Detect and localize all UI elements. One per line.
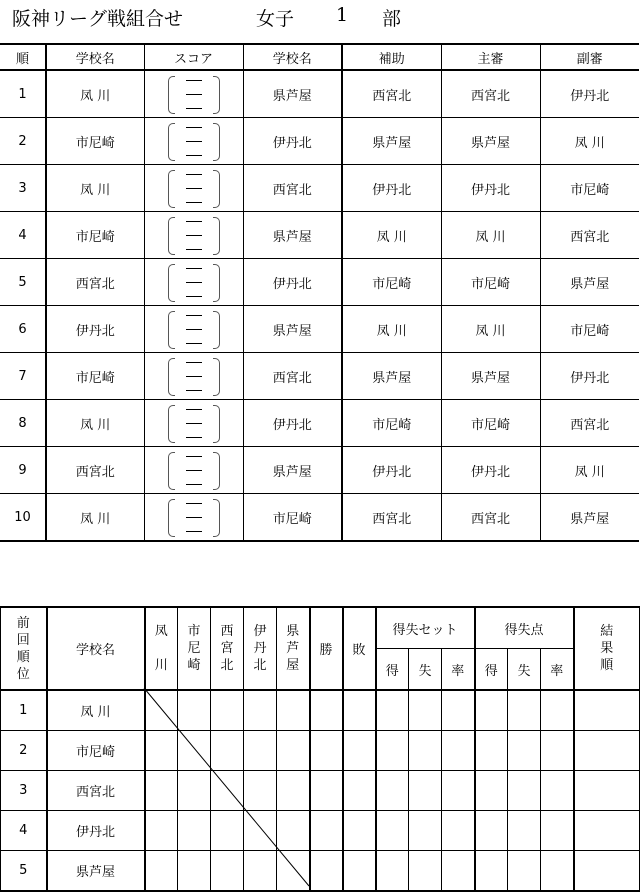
schedule-row bbox=[0, 70, 639, 118]
score-cell[interactable] bbox=[144, 118, 243, 165]
team-b-cell: 西宮北 bbox=[243, 165, 342, 212]
standings-row bbox=[1, 731, 640, 771]
set-lost-cell[interactable] bbox=[409, 731, 442, 771]
match-result-cell[interactable] bbox=[145, 771, 178, 811]
assist-cell: 県芦屋 bbox=[342, 353, 441, 400]
point-lost-header: 失 bbox=[508, 649, 541, 691]
point-lost-cell[interactable] bbox=[508, 690, 541, 731]
team-a-cell: 市尼崎 bbox=[46, 353, 144, 400]
standings-row bbox=[1, 690, 640, 731]
order-cell: 8 bbox=[0, 400, 46, 447]
sub-referee-cell: 伊丹北 bbox=[540, 70, 639, 118]
left-bracket-icon bbox=[168, 170, 175, 208]
match-result-cell[interactable] bbox=[145, 811, 178, 851]
dash-mark bbox=[186, 456, 202, 457]
school-cell: 県芦屋 bbox=[47, 851, 145, 892]
set-lost-cell[interactable] bbox=[409, 771, 442, 811]
prev-rank-header: 前 回 順 位 bbox=[1, 607, 47, 690]
division-gender: 女子 bbox=[256, 8, 295, 30]
score-entry-box[interactable] bbox=[164, 309, 224, 349]
match-result-cell[interactable] bbox=[244, 690, 277, 731]
loss-cell[interactable] bbox=[343, 690, 376, 731]
dash-mark bbox=[186, 249, 202, 250]
left-bracket-icon bbox=[168, 499, 175, 537]
team-a-cell: 凤 川 bbox=[46, 494, 144, 542]
right-bracket-icon bbox=[213, 499, 220, 537]
match-result-cell[interactable] bbox=[178, 811, 211, 851]
school-cell: 市尼崎 bbox=[47, 731, 145, 771]
dash-mark bbox=[186, 437, 202, 438]
dash-mark bbox=[186, 221, 202, 222]
dash-mark bbox=[186, 188, 202, 189]
assist-cell: 凤 川 bbox=[342, 306, 441, 353]
dash-mark bbox=[186, 296, 202, 297]
chief-referee-cell: 伊丹北 bbox=[441, 447, 540, 494]
team-b-cell: 伊丹北 bbox=[243, 400, 342, 447]
right-bracket-icon bbox=[213, 217, 220, 255]
order-cell: 5 bbox=[0, 259, 46, 306]
match-result-cell[interactable] bbox=[145, 851, 178, 892]
standings-row bbox=[1, 851, 640, 892]
set-won-cell[interactable] bbox=[376, 690, 409, 731]
standings-row bbox=[1, 771, 640, 811]
order-cell: 3 bbox=[0, 165, 46, 212]
match-result-cell[interactable] bbox=[244, 771, 277, 811]
order-cell: 2 bbox=[0, 118, 46, 165]
match-result-cell[interactable] bbox=[211, 731, 244, 771]
team-b-cell: 県芦屋 bbox=[243, 70, 342, 118]
score-entry-box[interactable] bbox=[164, 74, 224, 114]
match-result-cell[interactable] bbox=[178, 771, 211, 811]
point-rate-cell[interactable] bbox=[541, 731, 574, 771]
dash-mark bbox=[186, 376, 202, 377]
school-cell: 西宮北 bbox=[47, 771, 145, 811]
chief-referee-cell: 凤 川 bbox=[441, 306, 540, 353]
left-bracket-icon bbox=[168, 358, 175, 396]
right-bracket-icon bbox=[213, 358, 220, 396]
chief-referee-cell: 凤 川 bbox=[441, 212, 540, 259]
score-cell[interactable] bbox=[144, 259, 243, 306]
dash-mark bbox=[186, 517, 202, 518]
division-suffix: 部 bbox=[382, 8, 402, 30]
school-header: 学校名 bbox=[47, 607, 145, 690]
schedule-row bbox=[0, 118, 639, 165]
score-cell[interactable] bbox=[144, 165, 243, 212]
score-entry-box[interactable] bbox=[164, 403, 224, 443]
order-cell: 9 bbox=[0, 447, 46, 494]
order-cell: 10 bbox=[0, 494, 46, 542]
dash-mark bbox=[186, 329, 202, 330]
set-rate-cell[interactable] bbox=[442, 731, 475, 771]
chief-referee-cell: 西宮北 bbox=[441, 70, 540, 118]
match-result-cell[interactable] bbox=[277, 690, 310, 731]
schedule-row bbox=[0, 447, 639, 494]
score-cell[interactable] bbox=[144, 494, 243, 542]
left-bracket-icon bbox=[168, 264, 175, 302]
team-a-cell: 西宮北 bbox=[46, 447, 144, 494]
opponent-header-1: 凤 川 bbox=[145, 607, 178, 690]
set-rate-cell[interactable] bbox=[442, 771, 475, 811]
point-won-cell[interactable] bbox=[475, 811, 508, 851]
match-result-cell[interactable] bbox=[178, 731, 211, 771]
match-result-cell[interactable] bbox=[277, 851, 310, 892]
score-cell[interactable] bbox=[144, 212, 243, 259]
match-result-cell[interactable] bbox=[211, 690, 244, 731]
match-result-cell[interactable] bbox=[145, 731, 178, 771]
sub-referee-cell: 県芦屋 bbox=[540, 259, 639, 306]
point-lost-cell[interactable] bbox=[508, 731, 541, 771]
point-rate-cell[interactable] bbox=[541, 771, 574, 811]
header-assist: 補助 bbox=[342, 44, 441, 70]
schedule-row bbox=[0, 494, 639, 542]
loss-cell[interactable] bbox=[343, 731, 376, 771]
set-diff-header: 得失セット bbox=[376, 607, 475, 649]
team-a-cell: 伊丹北 bbox=[46, 306, 144, 353]
school-cell: 凤 川 bbox=[47, 690, 145, 731]
sub-referee-cell: 県芦屋 bbox=[540, 494, 639, 542]
assist-cell: 市尼崎 bbox=[342, 259, 441, 306]
set-rate-cell[interactable] bbox=[442, 690, 475, 731]
result-rank-cell[interactable] bbox=[574, 731, 640, 771]
dash-mark bbox=[186, 268, 202, 269]
set-rate-cell[interactable] bbox=[442, 851, 475, 892]
score-cell[interactable] bbox=[144, 70, 243, 118]
loss-header: 敗 bbox=[343, 607, 376, 690]
team-a-cell: 市尼崎 bbox=[46, 212, 144, 259]
dash-mark bbox=[186, 409, 202, 410]
match-result-cell[interactable] bbox=[277, 811, 310, 851]
opponent-header-5: 県 芦 屋 bbox=[277, 607, 310, 690]
order-cell: 6 bbox=[0, 306, 46, 353]
left-bracket-icon bbox=[168, 311, 175, 349]
match-result-cell[interactable] bbox=[211, 811, 244, 851]
team-b-cell: 市尼崎 bbox=[243, 494, 342, 542]
set-lost-cell[interactable] bbox=[409, 851, 442, 892]
dash-mark bbox=[186, 282, 202, 283]
point-lost-cell[interactable] bbox=[508, 851, 541, 892]
result-rank-cell[interactable] bbox=[574, 690, 640, 731]
loss-cell[interactable] bbox=[343, 811, 376, 851]
dash-mark bbox=[186, 155, 202, 156]
match-result-cell[interactable] bbox=[178, 851, 211, 892]
point-won-cell[interactable] bbox=[475, 731, 508, 771]
result-rank-cell[interactable] bbox=[574, 811, 640, 851]
score-entry-box[interactable] bbox=[164, 215, 224, 255]
assist-cell: 西宮北 bbox=[342, 494, 441, 542]
score-entry-box[interactable] bbox=[164, 262, 224, 302]
set-lost-header: 失 bbox=[409, 649, 442, 691]
team-b-cell: 伊丹北 bbox=[243, 118, 342, 165]
score-entry-box[interactable] bbox=[164, 168, 224, 208]
right-bracket-icon bbox=[213, 452, 220, 490]
point-rate-cell[interactable] bbox=[541, 851, 574, 892]
dash-mark bbox=[186, 484, 202, 485]
right-bracket-icon bbox=[213, 405, 220, 443]
team-a-cell: 凤 川 bbox=[46, 165, 144, 212]
result-rank-header: 結 果 順 bbox=[574, 607, 640, 690]
team-b-cell: 伊丹北 bbox=[243, 259, 342, 306]
right-bracket-icon bbox=[213, 170, 220, 208]
dash-mark bbox=[186, 362, 202, 363]
point-rate-cell[interactable] bbox=[541, 811, 574, 851]
point-diff-header: 得失点 bbox=[475, 607, 574, 649]
header-school-a: 学校名 bbox=[46, 44, 144, 70]
schedule-row bbox=[0, 165, 639, 212]
chief-referee-cell: 市尼崎 bbox=[441, 400, 540, 447]
header-order: 順 bbox=[0, 44, 46, 70]
schedule-row bbox=[0, 306, 639, 353]
point-won-cell[interactable] bbox=[475, 851, 508, 892]
schedule-row bbox=[0, 212, 639, 259]
header-chief-referee: 主審 bbox=[441, 44, 540, 70]
dash-mark bbox=[186, 108, 202, 109]
team-a-cell: 西宮北 bbox=[46, 259, 144, 306]
score-entry-box[interactable] bbox=[164, 450, 224, 490]
division-number: 1 bbox=[336, 4, 349, 26]
dash-mark bbox=[186, 235, 202, 236]
chief-referee-cell: 市尼崎 bbox=[441, 259, 540, 306]
set-won-cell[interactable] bbox=[376, 851, 409, 892]
point-rate-cell[interactable] bbox=[541, 690, 574, 731]
team-a-cell: 凤 川 bbox=[46, 400, 144, 447]
dash-mark bbox=[186, 470, 202, 471]
prev-rank-cell: 5 bbox=[1, 851, 47, 892]
right-bracket-icon bbox=[213, 311, 220, 349]
set-lost-cell[interactable] bbox=[409, 690, 442, 731]
match-result-cell[interactable] bbox=[211, 851, 244, 892]
assist-cell: 市尼崎 bbox=[342, 400, 441, 447]
win-cell[interactable] bbox=[310, 811, 343, 851]
dash-mark bbox=[186, 141, 202, 142]
order-cell: 7 bbox=[0, 353, 46, 400]
standings-table bbox=[0, 606, 640, 892]
prev-rank-cell: 2 bbox=[1, 731, 47, 771]
school-cell: 伊丹北 bbox=[47, 811, 145, 851]
loss-cell[interactable] bbox=[343, 851, 376, 892]
sub-referee-cell: 市尼崎 bbox=[540, 165, 639, 212]
sub-referee-cell: 西宮北 bbox=[540, 212, 639, 259]
dash-mark bbox=[186, 503, 202, 504]
sub-referee-cell: 凤 川 bbox=[540, 118, 639, 165]
dash-mark bbox=[186, 343, 202, 344]
win-cell[interactable] bbox=[310, 731, 343, 771]
set-won-cell[interactable] bbox=[376, 731, 409, 771]
left-bracket-icon bbox=[168, 405, 175, 443]
set-lost-cell[interactable] bbox=[409, 811, 442, 851]
score-cell[interactable] bbox=[144, 447, 243, 494]
right-bracket-icon bbox=[213, 264, 220, 302]
result-rank-cell[interactable] bbox=[574, 771, 640, 811]
opponent-header-2: 市 尼 崎 bbox=[178, 607, 211, 690]
point-lost-cell[interactable] bbox=[508, 811, 541, 851]
set-rate-cell[interactable] bbox=[442, 811, 475, 851]
sub-referee-cell: 伊丹北 bbox=[540, 353, 639, 400]
dash-mark bbox=[186, 80, 202, 81]
assist-cell: 県芦屋 bbox=[342, 118, 441, 165]
dash-mark bbox=[186, 127, 202, 128]
dash-mark bbox=[186, 174, 202, 175]
order-cell: 4 bbox=[0, 212, 46, 259]
order-cell: 1 bbox=[0, 70, 46, 118]
dash-mark bbox=[186, 202, 202, 203]
loss-cell[interactable] bbox=[343, 771, 376, 811]
left-bracket-icon bbox=[168, 123, 175, 161]
set-won-cell[interactable] bbox=[376, 771, 409, 811]
assist-cell: 西宮北 bbox=[342, 70, 441, 118]
dash-mark bbox=[186, 315, 202, 316]
header-score: スコア bbox=[144, 44, 243, 70]
sub-referee-cell: 市尼崎 bbox=[540, 306, 639, 353]
right-bracket-icon bbox=[213, 76, 220, 114]
assist-cell: 伊丹北 bbox=[342, 165, 441, 212]
match-result-cell[interactable] bbox=[244, 731, 277, 771]
set-won-header: 得 bbox=[376, 649, 409, 691]
result-rank-cell[interactable] bbox=[574, 851, 640, 892]
left-bracket-icon bbox=[168, 76, 175, 114]
point-won-cell[interactable] bbox=[475, 690, 508, 731]
assist-cell: 伊丹北 bbox=[342, 447, 441, 494]
team-b-cell: 県芦屋 bbox=[243, 306, 342, 353]
assist-cell: 凤 川 bbox=[342, 212, 441, 259]
team-b-cell: 県芦屋 bbox=[243, 447, 342, 494]
match-result-cell[interactable] bbox=[178, 690, 211, 731]
header-school-b: 学校名 bbox=[243, 44, 342, 70]
point-lost-cell[interactable] bbox=[508, 771, 541, 811]
team-a-cell: 凤 川 bbox=[46, 70, 144, 118]
score-entry-box[interactable] bbox=[164, 121, 224, 161]
score-cell[interactable] bbox=[144, 400, 243, 447]
match-result-cell[interactable] bbox=[244, 811, 277, 851]
win-cell[interactable] bbox=[310, 690, 343, 731]
schedule-row bbox=[0, 353, 639, 400]
score-cell[interactable] bbox=[144, 353, 243, 400]
prev-rank-cell: 4 bbox=[1, 811, 47, 851]
chief-referee-cell: 県芦屋 bbox=[441, 118, 540, 165]
point-won-header: 得 bbox=[475, 649, 508, 691]
match-result-cell[interactable] bbox=[277, 731, 310, 771]
team-a-cell: 市尼崎 bbox=[46, 118, 144, 165]
dash-mark bbox=[186, 94, 202, 95]
prev-rank-cell: 3 bbox=[1, 771, 47, 811]
dash-mark bbox=[186, 531, 202, 532]
left-bracket-icon bbox=[168, 217, 175, 255]
win-cell[interactable] bbox=[310, 771, 343, 811]
sub-referee-cell: 凤 川 bbox=[540, 447, 639, 494]
dash-mark bbox=[186, 423, 202, 424]
schedule-table bbox=[0, 43, 639, 542]
match-result-cell[interactable] bbox=[244, 851, 277, 892]
chief-referee-cell: 県芦屋 bbox=[441, 353, 540, 400]
header-sub-referee: 副審 bbox=[540, 44, 639, 70]
point-won-cell[interactable] bbox=[475, 771, 508, 811]
standings-row bbox=[1, 811, 640, 851]
sub-referee-cell: 西宮北 bbox=[540, 400, 639, 447]
schedule-row bbox=[0, 259, 639, 306]
score-cell[interactable] bbox=[144, 306, 243, 353]
match-result-cell[interactable] bbox=[277, 771, 310, 811]
schedule-header-row bbox=[0, 44, 639, 70]
set-rate-header: 率 bbox=[442, 649, 475, 691]
team-b-cell: 県芦屋 bbox=[243, 212, 342, 259]
match-result-cell[interactable] bbox=[145, 690, 178, 731]
team-b-cell: 西宮北 bbox=[243, 353, 342, 400]
win-header: 勝 bbox=[310, 607, 343, 690]
chief-referee-cell: 西宮北 bbox=[441, 494, 540, 542]
dash-mark bbox=[186, 390, 202, 391]
point-rate-header: 率 bbox=[541, 649, 574, 691]
chief-referee-cell: 伊丹北 bbox=[441, 165, 540, 212]
league-title: 阪神リーグ戦組合せ bbox=[12, 8, 184, 30]
set-won-cell[interactable] bbox=[376, 811, 409, 851]
opponent-header-3: 西 宮 北 bbox=[211, 607, 244, 690]
right-bracket-icon bbox=[213, 123, 220, 161]
win-cell[interactable] bbox=[310, 851, 343, 892]
prev-rank-cell: 1 bbox=[1, 690, 47, 731]
left-bracket-icon bbox=[168, 452, 175, 490]
match-result-cell[interactable] bbox=[211, 771, 244, 811]
opponent-header-4: 伊 丹 北 bbox=[244, 607, 277, 690]
schedule-row bbox=[0, 400, 639, 447]
score-entry-box[interactable] bbox=[164, 497, 224, 537]
score-entry-box[interactable] bbox=[164, 356, 224, 396]
